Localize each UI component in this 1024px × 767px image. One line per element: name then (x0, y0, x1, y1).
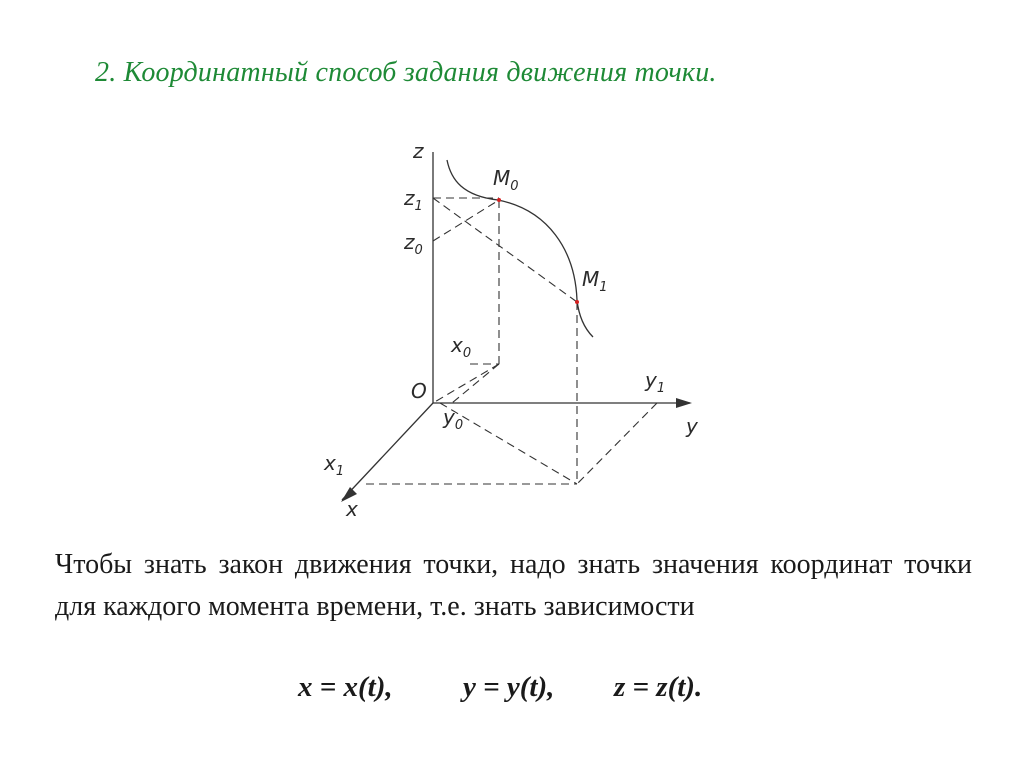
x-axis (342, 403, 433, 500)
formula-line (0, 671, 1024, 711)
m0-m1-line (433, 198, 577, 302)
point-m1 (575, 300, 579, 304)
y-axis-arrowhead (676, 398, 692, 408)
z0-to-m0 (433, 200, 499, 241)
body-paragraph: Чтобы знать закон движения точки, надо знать значения координат точки для каждого момента времени, т.е. знать зависимости (55, 549, 972, 622)
label-x0: $x_0$ (451, 333, 472, 361)
label-y1: $y_1$ (645, 368, 666, 396)
label-z0: $z_0$ (404, 230, 423, 258)
y0-to-m1-base (440, 403, 577, 484)
label-y: y (686, 414, 698, 438)
m0-base-to-axis (433, 364, 499, 403)
label-z: z (413, 139, 424, 163)
label-x: x (346, 497, 358, 521)
label-y0: $y_0$ (443, 405, 464, 433)
point-m0 (497, 198, 501, 202)
m0-base-to-y0 (452, 364, 499, 403)
trajectory-curve (447, 160, 593, 337)
label-m0: $M_0$ (493, 166, 519, 194)
label-z1: $z_1$ (404, 186, 423, 214)
label-x1: $x_1$ (324, 451, 345, 479)
formula-y: y = y(t), (463, 671, 555, 703)
label-origin: O (411, 379, 427, 403)
slide-title: 2. Координатный способ задания движения точки. (95, 57, 717, 88)
y1-to-m1-base (577, 403, 657, 484)
formula-x: x = x(t), (298, 671, 393, 703)
label-m1: $M_1$ (582, 267, 608, 295)
formula-z: z = z(t). (614, 671, 703, 703)
